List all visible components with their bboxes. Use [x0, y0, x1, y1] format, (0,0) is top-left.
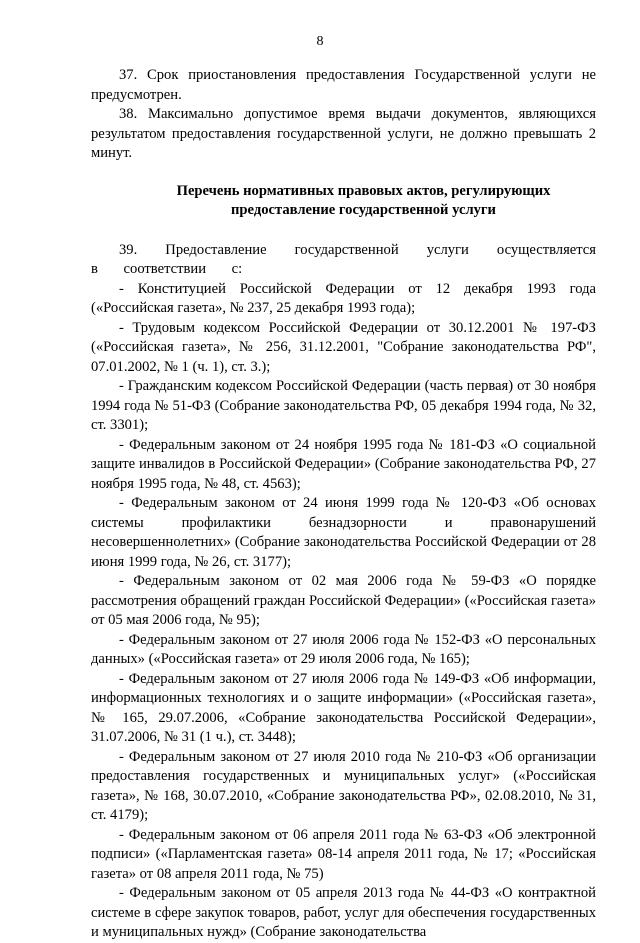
list-item: - Федеральным законом от 05 апреля 2013 года № 44-ФЗ «О контрактной системе в сфере закупок товаров, работ, услуг для обеспечения государственных и муниципальных нужд» (Собрание законодательства	[91, 885, 596, 940]
page-content	[91, 66, 596, 943]
list-item: - Конституцией Российской Федерации от 12 декабря 1993 года («Российская газета», № 237, 25 декабря 1993 года);	[91, 280, 596, 316]
list-item: - Федеральным законом от 06 апреля 2011 года № 63-ФЗ «Об электронной подписи» («Парламентская газета» 08-14 апреля 2011 года, № 17; «Российская газета» от 08 апреля 2011 года, № 75)	[91, 826, 596, 882]
list-item: - Федеральным законом от 27 июля 2006 года № 152-ФЗ «О персональных данных» («Российская газета» от 29 июля 2006 года, № 165);	[91, 631, 596, 667]
list-item: - Федеральным законом от 24 июня 1999 года № 120-ФЗ «Об основах системы профилактики безнадзорности и правонарушений несовершеннолетних» (Собрание законодательства Российской Федерации от 28 июня 1999 года, № 26, ст. 3177);	[91, 495, 596, 570]
list-item: - Федеральным законом от 02 мая 2006 года № 59-ФЗ «О порядке рассмотрения обращений граждан Российской Федерации» («Российская газета» от 05 мая 2006 года, № 95);	[91, 573, 596, 628]
list-item: - Федеральным законом от 27 июля 2010 года № 210-ФЗ «Об организации предоставления государственных и муниципальных услуг» («Российская газета», № 168, 30.07.2010, «Собрание законодательства РФ», 02.08.2010, № 31, ст. 4179);	[91, 748, 596, 823]
section-title: Перечень нормативных правовых актов, регулирующих предоставление государственной услуги	[176, 182, 551, 218]
list-item: - Трудовым кодексом Российской Федерации от 30.12.2001 № 197-ФЗ («Российская газета», № 256, 31.12.2001, "Собрание законодательства РФ", 07.01.2002, № 1 (ч. 1), ст. 3.);	[91, 319, 596, 375]
list-item: - Федеральным законом от 27 июля 2006 года № 149-ФЗ «Об информации, информационных технологиях и о защите информации» («Российская газета», № 165, 29.07.2006, «Собрание законодательства Российской Федерации», 31.07.2006, № 31 (1 ч.), ст. 3448);	[91, 670, 596, 745]
paragraph-37: 37. Срок приостановления предоставления Государственной услуги не предусмотрен.	[91, 67, 596, 103]
list-item: - Гражданским кодексом Российской Федерации (часть первая) от 30 ноября 1994 года № 51-ФЗ (Собрание законодательства РФ, 05 декабря 1994 года, № 32, ст. 3301);	[91, 378, 596, 433]
list-item: - Федеральным законом от 24 ноября 1995 года № 181-ФЗ «О социальной защите инвалидов в Российской Федерации» (Собрание законодательства РФ, 27 ноября 1995 года, № 48, ст. 4563);	[91, 436, 596, 492]
paragraph-39-intro: 39. Предоставление государственной услуги осуществляется в соответствии с:	[91, 241, 596, 277]
paragraph-38: 38. Максимально допустимое время выдачи документов, являющихся результатом предоставления государственной услуги, не должно превышать 2 минут.	[91, 106, 596, 161]
page-number: 8	[316, 34, 324, 49]
